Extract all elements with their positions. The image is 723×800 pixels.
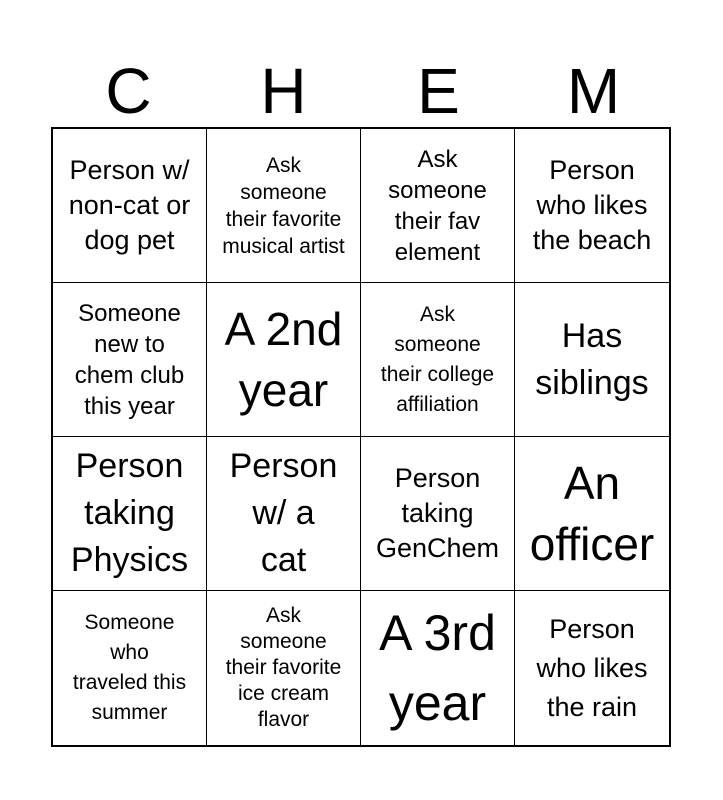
bingo-board	[51, 127, 671, 747]
bingo-cell-r1c4[interactable]	[515, 129, 669, 283]
bingo-cell-text: An officer	[529, 456, 655, 570]
header-letter-e: E	[417, 55, 460, 127]
bingo-cell-r2c2[interactable]	[207, 283, 361, 437]
bingo-cell-r4c3[interactable]	[361, 591, 515, 745]
header-letter-m: M	[566, 55, 621, 127]
bingo-cell-r1c3[interactable]	[361, 129, 515, 283]
bingo-cell-r3c2[interactable]	[207, 437, 361, 591]
bingo-cell-r2c4[interactable]	[515, 283, 669, 437]
header-letter-c: C	[105, 55, 152, 127]
bingo-cell-text: Ask someone their favorite musical artist	[222, 153, 345, 258]
bingo-cell-text: Ask someone their college affiliation	[380, 302, 495, 416]
bingo-cell-text: Person w/ non-cat or dog pet	[68, 155, 191, 255]
bingo-cell-text: Person w/ a cat	[229, 447, 338, 579]
bingo-cell-text: Person who likes the rain	[536, 613, 648, 722]
bingo-cell-r1c1[interactable]	[53, 129, 207, 283]
bingo-cell-r1c2[interactable]	[207, 129, 361, 283]
bingo-cell-r4c2[interactable]	[207, 591, 361, 745]
bingo-cell-r3c1[interactable]	[53, 437, 207, 591]
bingo-cell-text: Has siblings	[535, 316, 649, 402]
header-letter-h: H	[260, 55, 307, 127]
bingo-cell-r3c3[interactable]	[361, 437, 515, 591]
bingo-cell-text: A 3rd year	[379, 605, 496, 731]
bingo-cell-text: Someone new to chem club this year	[74, 299, 185, 420]
bingo-cell-text: Person who likes the beach	[532, 155, 652, 255]
bingo-header	[51, 55, 671, 127]
bingo-cell-text: Ask someone their fav element	[388, 145, 487, 266]
bingo-cell-r4c1[interactable]	[53, 591, 207, 745]
bingo-cell-text: A 2nd year	[224, 302, 343, 416]
bingo-cell-text: Ask someone their favorite ice cream flavor	[225, 604, 342, 731]
bingo-cell-text: Someone who traveled this summer	[72, 611, 187, 724]
bingo-cell-r2c3[interactable]	[361, 283, 515, 437]
bingo-cell-text: Person taking Physics	[70, 447, 189, 579]
bingo-cell-r2c1[interactable]	[53, 283, 207, 437]
bingo-cell-text: Person taking GenChem	[375, 463, 500, 563]
bingo-cell-r4c4[interactable]	[515, 591, 669, 745]
bingo-cell-r3c4[interactable]	[515, 437, 669, 591]
